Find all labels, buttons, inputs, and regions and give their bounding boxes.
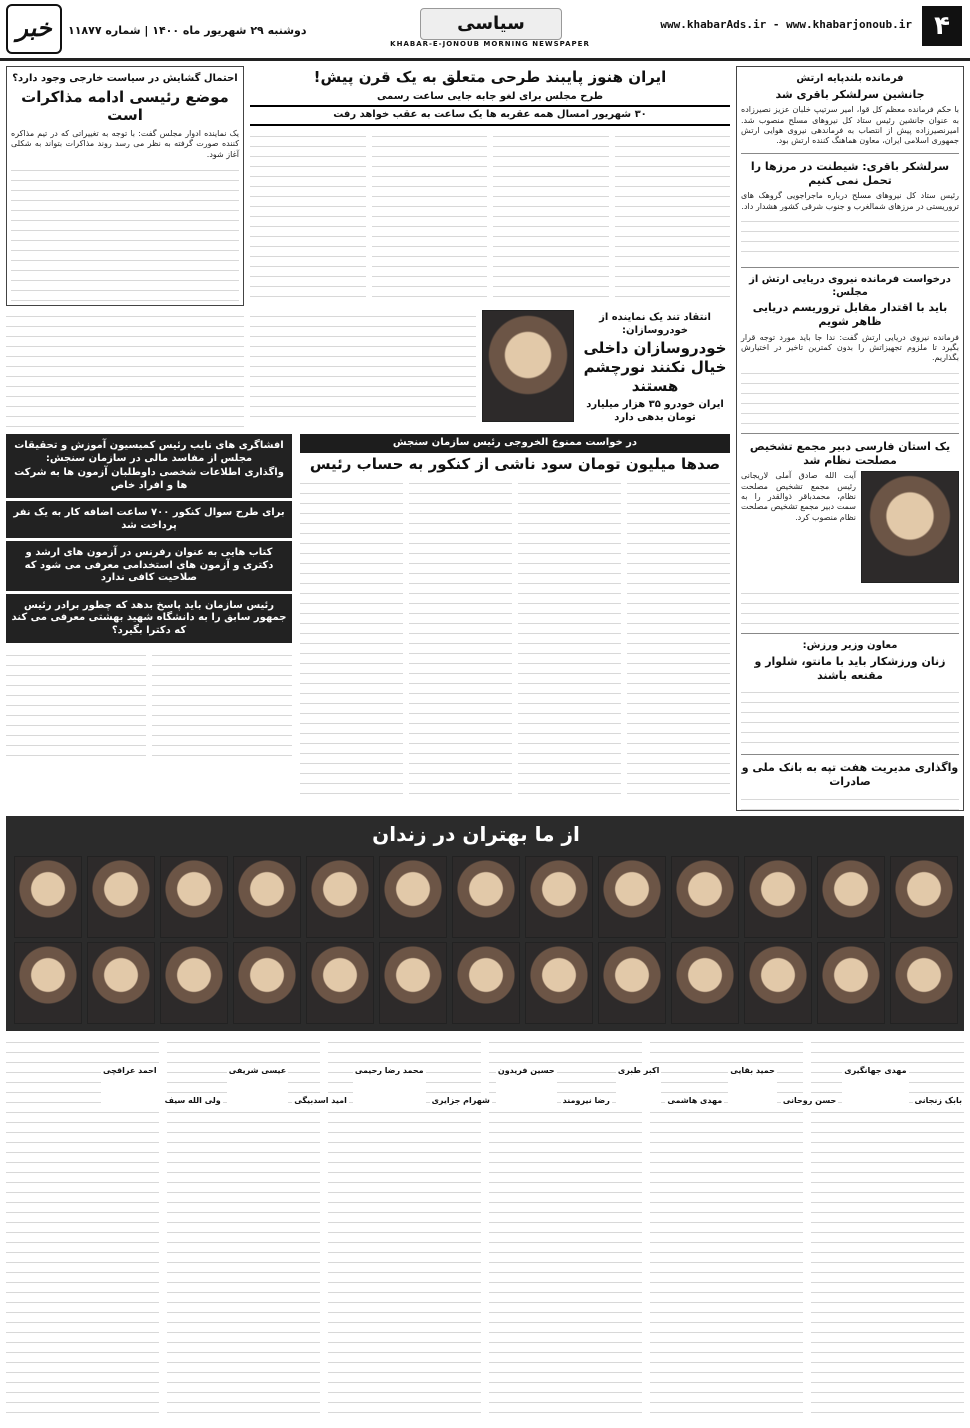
person-name: شهرام جزایری [431,1096,490,1105]
prisoner-photo [744,856,812,938]
box1b: واگذاری اطلاعات شخصی داوطلبان آزمون ها به شرکت ها و افراد خاص [14,467,284,491]
h4: یک استان فارسی دبیر مجمع تشخیص مصلحت نظام شد [749,439,951,467]
prisoner-photo [87,942,155,1024]
highlight-box [6,501,292,538]
right-column [736,66,964,811]
filler-text [741,793,959,811]
center-top-story [250,66,730,306]
subheadline: طرح مجلس برای لغو جابه جایی ساعت رسمی [376,90,604,102]
text-column [300,477,403,797]
issue-date: دوشنبه ۲۹ شهریور ماه ۱۴۰۰ | شماره ۱۱۸۷۷ [68,24,307,37]
headline: ایران هنوز پایبند طرحی متعلق به یک قرن پیش! [313,68,667,86]
person-name: اکبر طبری [616,1066,662,1106]
prisoner-photo [817,942,885,1024]
text-column [250,310,476,420]
lead: یک نماینده ادوار مجلس گفت: با توجه به تغییراتی که در تیم مذاکره کننده صورت گرفته به نظر می رسد روند مذاکرات بتواند به شکلی آغاز شود. [11,129,239,159]
text-column [493,130,609,306]
prisoner-photo [306,856,374,938]
p3: فرمانده نیروی دریایی ارتش گفت: ندا جا باید مورد توجه قرار بگیرد تا ملزوم تجهیزاتش را بدون کمترین تاخیر در اختیارش بگذاریم. [741,332,959,363]
prisoner-photo [379,942,447,1024]
highlight-box [6,541,292,591]
prisoner-photo [233,856,301,938]
kicker: احتمال گشایش در سیاست خارجی وجود دارد؟ [12,73,238,84]
text-column [152,649,292,757]
person-name: رضا نیرومند [562,1096,610,1105]
prisoner-photo [14,856,82,938]
prisoner-photo [890,942,958,1024]
box2: برای طرح سوال کنکور ۷۰۰ ساعت اضافه کار به یک نفر پرداخت شد [13,507,285,531]
prisoner-photo [452,942,520,1024]
h5b: زنان ورزشکار باید با مانتو، شلوار و مقنعه باشند [754,654,946,682]
prisoner-photo [890,856,958,938]
prisoner-photo [160,942,228,1024]
divider [741,754,959,755]
subheadline-2: ۳۰ شهریور امسال همه عقربه ها یک ساعت به عقب خواهد رفت [250,105,730,126]
section-title: سیاسی [420,8,562,40]
person-name: حسن روحانی [782,1096,837,1105]
person-name: احمد عراقچی [101,1066,159,1106]
english-masthead: KHABAR-E-JONOUB MORNING NEWSPAPER [390,40,590,48]
p1: با حکم فرمانده معظم کل قوا، امیر سرتیپ خلبان عزیز نصیرزاده به عنوان جانشین رئیس ستاد کل نیروهای مسلح منصوب شد. امیرنصیرزاده پیش از انتصاب به فرماندهی نیروی هوایی ارتش جمهوری اسلامی ایران، معاون هماهنگ کننده ارتش بود. [741,105,959,146]
bottom-text [6,1036,964,1422]
text-column [409,477,512,797]
divider [741,153,959,154]
prisoner-photo [87,856,155,938]
text-column [372,130,488,306]
h1b: جانشین سرلشکر باقری شد [775,87,925,101]
highlight-box [6,594,292,644]
prisoner-photo [671,856,739,938]
filler-text [741,587,959,627]
person-name: مهدی جهانگیری [842,1066,908,1106]
p2: رئیس ستاد کل نیروهای مسلح درباره ماجراجویی گروهک های تروریستی در مرزهای شمالغرب و جنوب شرقی کشور هشدار داد. [741,191,959,211]
filler-text [11,164,239,306]
prisoner-photo [525,856,593,938]
filler-text [741,686,959,748]
cleric-photo [482,310,574,422]
h3b: باید با اقتدار مقابل تروریسم دریایی ظاهر شویم [752,301,948,328]
h1: فرمانده بلندپایه ارتش [796,73,904,84]
divider [741,433,959,434]
person-name: محمد رضا رحیمی [353,1066,426,1106]
person-name: عیسی شریفی [227,1066,288,1106]
prisoner-photo [671,942,739,1024]
prisoner-photo [452,856,520,938]
portrait-photo [861,471,959,583]
site-urls[interactable]: www.khabarAds.ir - www.khabarjonoub.ir [660,18,912,31]
text-column [615,130,731,306]
logo: خبر [6,4,62,54]
prisoner-photo [744,942,812,1024]
person-name: مهدی هاشمی [667,1096,723,1105]
box1: افشاگری های نایب رئیس کمیسیون آموزش و تحقیقات مجلس از مفاسد مالی در سازمان سنجش: [14,440,284,464]
person-name: بابک زنجانی [914,1096,962,1105]
prison-banner [6,816,964,1031]
prisoner-photo [598,856,666,938]
names-list [6,1036,964,1106]
cars-story [250,310,730,430]
text-column [6,649,146,757]
highlight-box [6,434,292,498]
headline: خودروسازان داخلی خیال نکنند نورچشم هستند [583,339,727,395]
text-column [250,130,366,306]
box3: کتاب هایی به عنوان رفرنس در آزمون های ارشد و دکتری و آزمون های استخدامی معرفی می شود که صلاحیت کافی ندارد [24,547,274,583]
headline: صدها میلیون تومان سود ناشی از کنکور به حساب رئیس [309,454,721,473]
h6: واگذاری مدیریت هفت تپه به بانک ملی و صادرات [741,761,959,789]
left-text-block [6,310,244,428]
prison-title: از ما بهتران در زندان [372,822,580,846]
page-number: ۴ [922,6,962,46]
prisoner-photo [306,942,374,1024]
caption4: آیت الله صادق آملی لاریجانی رئیس مجمع تشخیص مصلحت نظام، محمدباقر ذوالقدر را به سمت دبیر مجمع تشخیص مصلحت نظام منصوب کرد. [741,471,856,522]
divider [741,267,959,268]
box4: رئیس سازمان باید پاسخ بدهد که چطور برادر رئیس جمهور سابق را به دانشگاه شهید بهشتی معرفی می کند که دکترا بگیرد؟ [11,599,287,636]
h3: درخواست فرمانده نیروی دریایی ارتش از مجلس: [749,274,951,298]
masthead [0,0,970,61]
person-name: امید اسدبیگی [294,1096,347,1105]
person-name: ولی الله سیف [164,1096,221,1105]
kicker: انتقاد تند یک نماینده از خودروسازان: [599,312,711,336]
headline: موضع رئیسی ادامه مذاکرات است [21,87,229,125]
prisoner-photo [817,856,885,938]
prisoner-photo [160,856,228,938]
subheadline: ایران خودرو ۳۵ هزار میلیارد تومان بدهی دارد [586,399,724,423]
filler-text [741,367,959,427]
h2: سرلشکر باقری: شیطنت در مرزها را تحمل نمی کنیم [750,159,950,187]
text-column [627,477,730,797]
prisoner-photo [598,942,666,1024]
text-column [518,477,621,797]
kicker: در خواست ممنوع الخروجی رئیس سازمان سنجش [300,434,730,453]
left-top-story [6,66,244,306]
sanjesh-story [6,434,730,812]
filler-text [741,215,959,261]
person-name: حمید بقایی [728,1066,777,1106]
prisoner-photo [233,942,301,1024]
prisoner-photo [14,942,82,1024]
person-name: حسین فریدون [496,1066,557,1106]
divider [741,633,959,634]
prisoner-photo [379,856,447,938]
h5: معاون وزیر ورزش: [802,640,898,652]
prisoner-photo [525,942,593,1024]
